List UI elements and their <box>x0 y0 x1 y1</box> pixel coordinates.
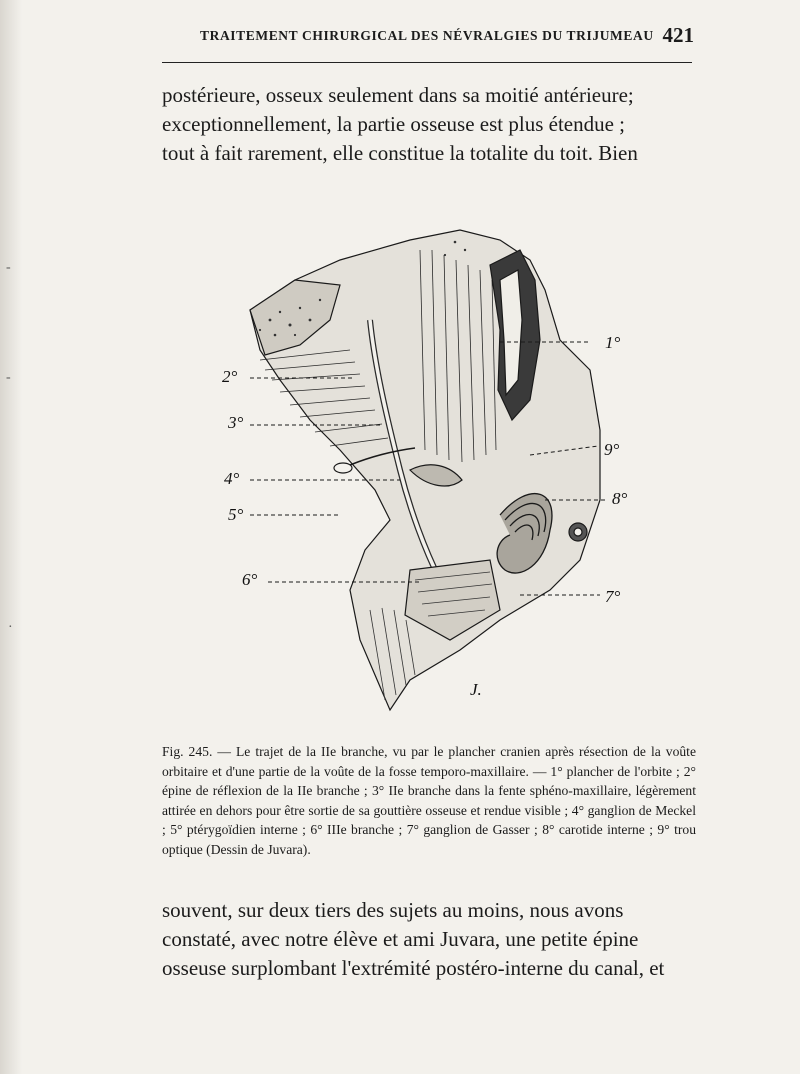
artist-signature: J. <box>470 680 482 699</box>
text-line: constaté, avec notre élève et ami Juvara, une petite épine <box>162 927 639 951</box>
label-8: 8° <box>612 489 628 508</box>
body-text-bottom <box>162 896 696 983</box>
figure-caption: Fig. 245. — Le trajet de la IIe branche, vu par le plancher cranien après résection de la voûte orbitaire et d'une partie de la voûte de la fosse temporo-maxillaire. — 1° plancher de l'orbite ; 2° épine de réflexion de la IIe branche ; 3° IIe branche dans la fente sphéno-maxillaire, légèrement attirée en dehors pour être sortie de sa gouttière osseuse et rendue visible ; 4° ganglion de Meckel ; 5° ptérygoïdien interne ; 6° IIIe branche ; 7° ganglion de Gasser ; 8° carotide interne ; 9° trou optique (Dessin de Juvara). <box>162 744 696 857</box>
label-2: 2° <box>222 367 238 386</box>
body-text-top <box>162 81 696 168</box>
label-9: 9° <box>604 440 620 459</box>
label-5: 5° <box>228 505 244 524</box>
anatomical-figure <box>200 170 630 730</box>
page-gutter-shadow <box>0 0 22 1074</box>
label-3: 3° <box>228 413 244 432</box>
text-line: exceptionnellement, la partie osseuse est plus étendue ; <box>162 112 626 136</box>
text-line: souvent, sur deux tiers des sujets au moins, nous avons <box>162 898 624 922</box>
margin-speck: · <box>8 620 13 635</box>
label-7: 7° <box>605 587 621 606</box>
margin-speck: - <box>6 260 11 275</box>
text-line: postérieure, osseux seulement dans sa moitié antérieure; <box>162 83 634 107</box>
margin-speck: - <box>6 370 11 385</box>
text-line: tout à fait rarement, elle constitue la totalite du toit. Bien <box>162 141 638 165</box>
figure-drawing <box>200 170 630 730</box>
label-1: 1° <box>605 333 621 352</box>
label-6: 6° <box>242 570 258 589</box>
running-head-title: TRAITEMENT CHIRURGICAL DES NÉVRALGIES DU TRIJUMEAU <box>200 28 654 43</box>
page-number: 421 <box>662 23 694 47</box>
label-4: 4° <box>224 469 240 488</box>
header-rule <box>162 62 692 63</box>
running-header <box>200 22 700 48</box>
text-line: osseuse surplombant l'extrémité postéro-interne du canal, et <box>162 956 665 980</box>
